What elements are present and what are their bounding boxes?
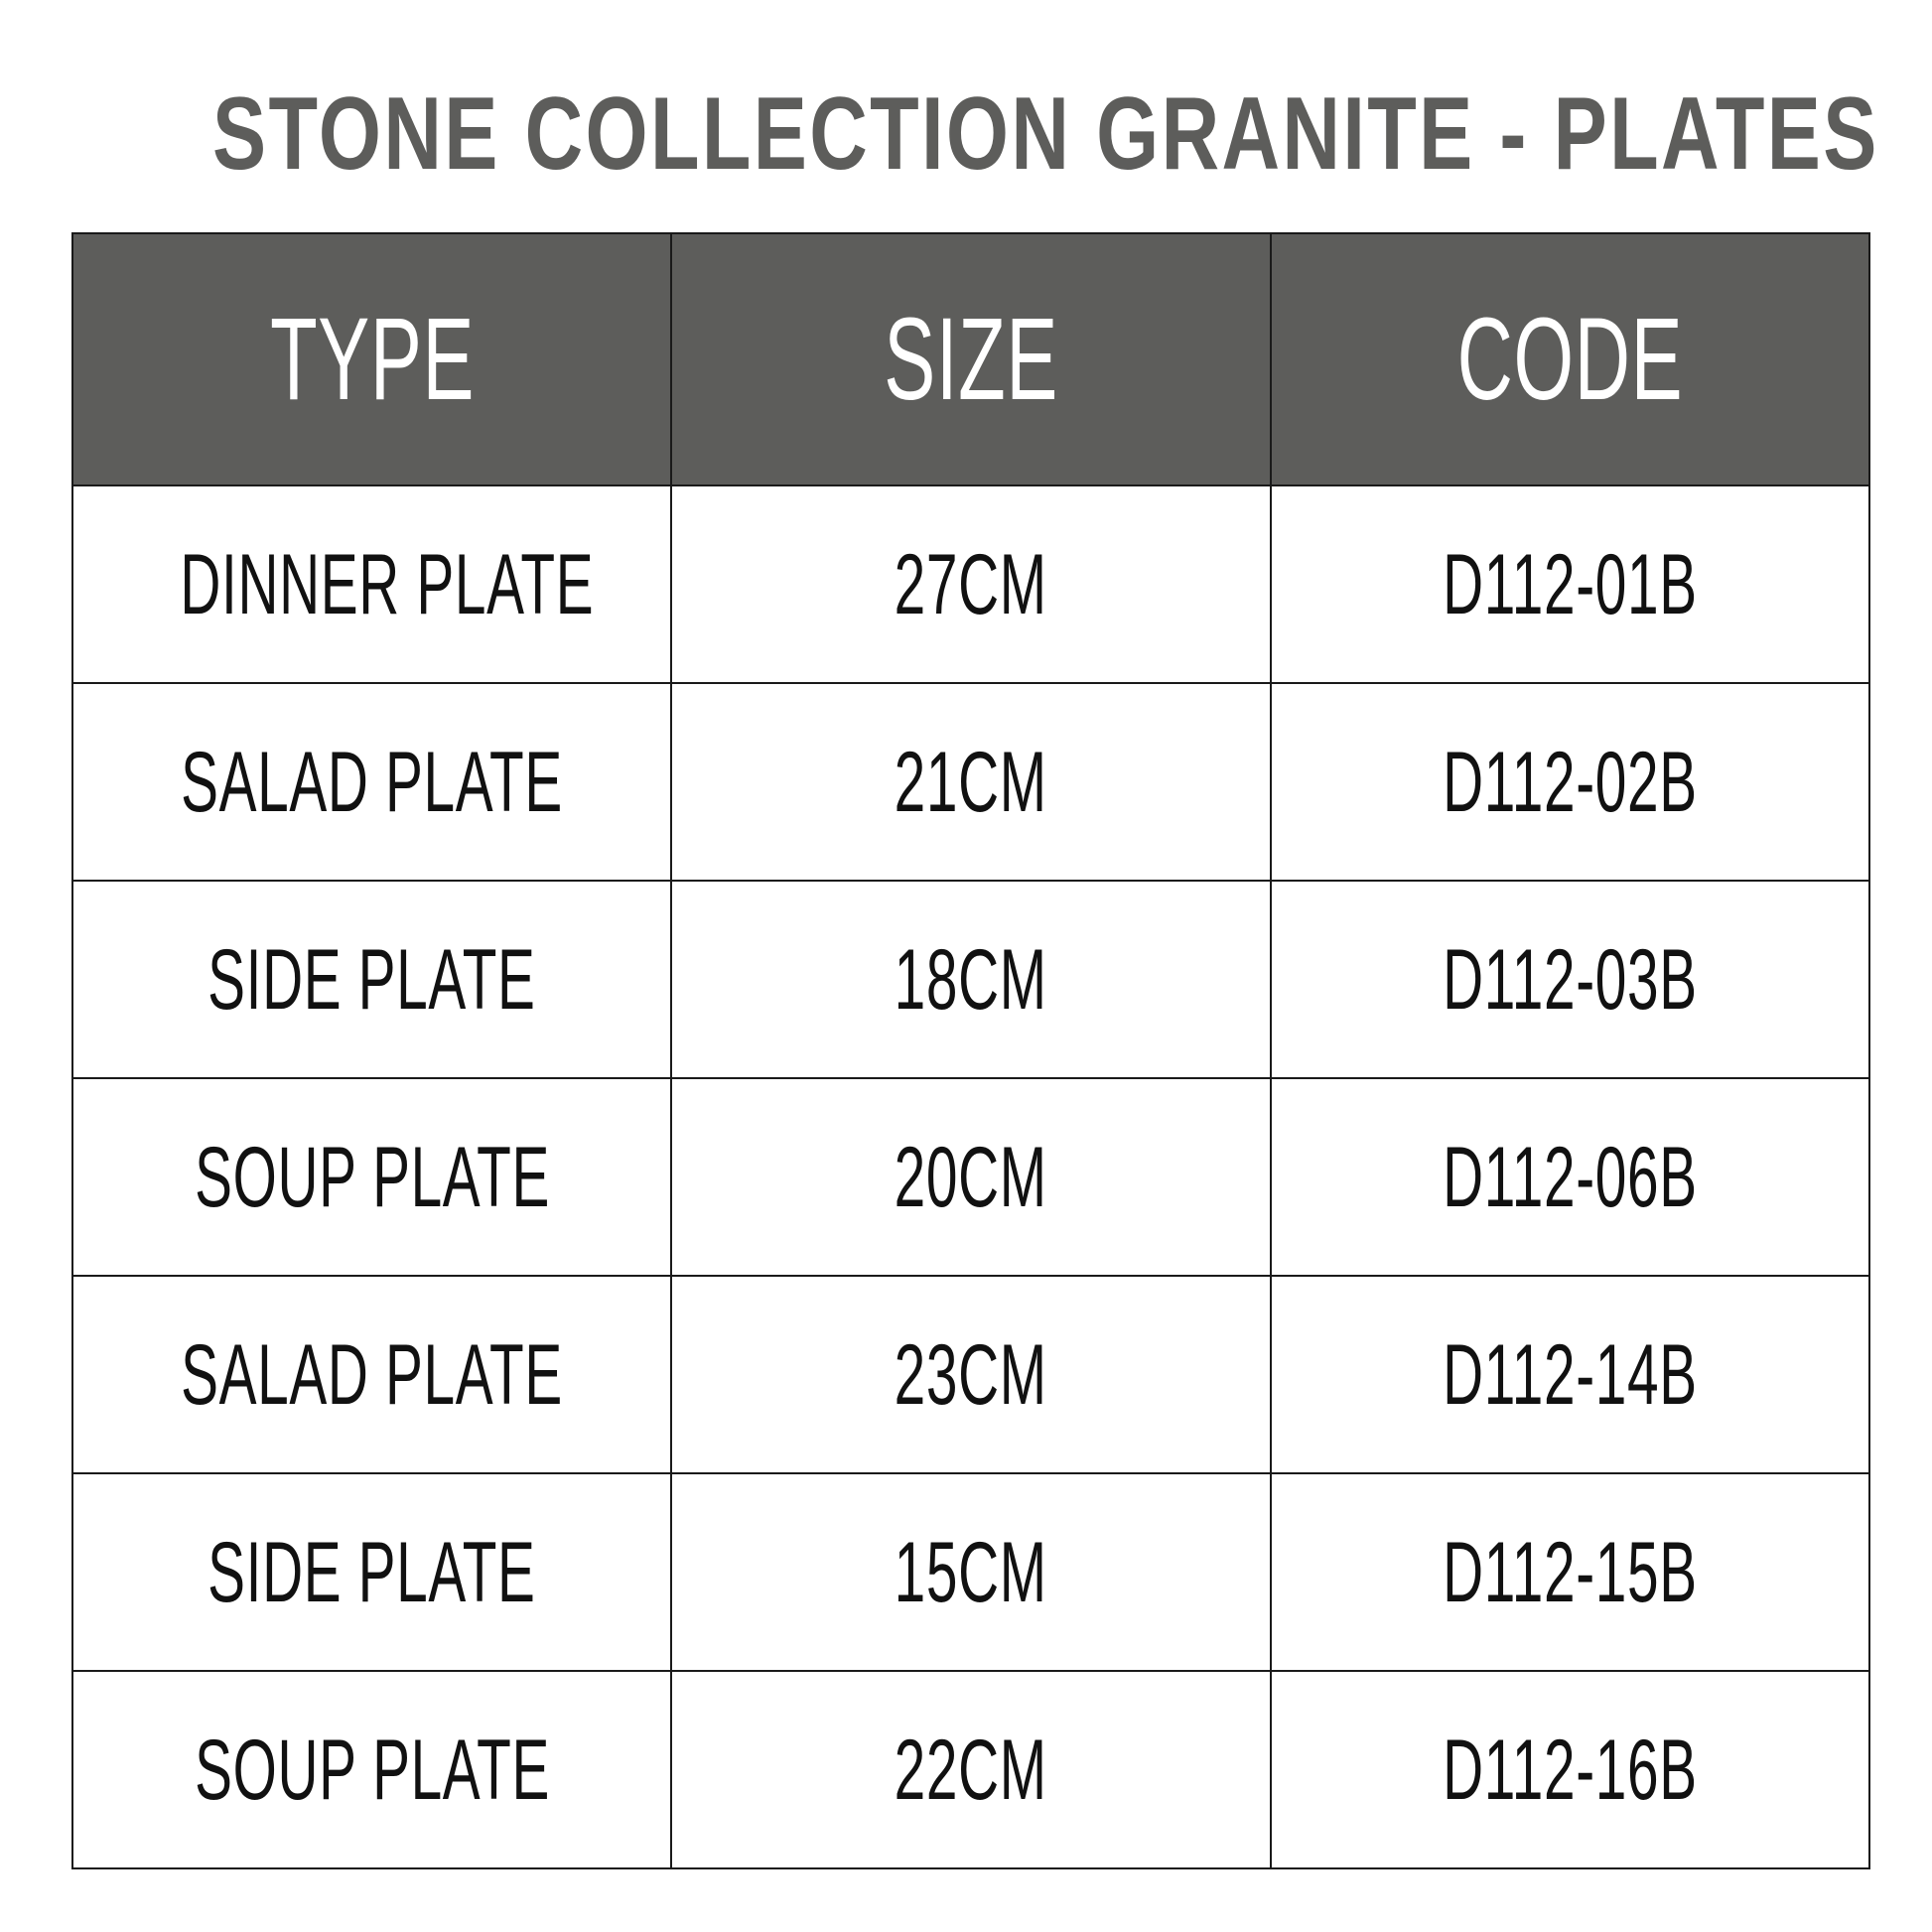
cell-type bbox=[72, 1078, 671, 1276]
header-row bbox=[72, 233, 1869, 485]
type-text: DINNER PLATE bbox=[180, 536, 595, 632]
type-text: SOUP PLATE bbox=[194, 1722, 550, 1818]
cell-type bbox=[72, 1473, 671, 1671]
type-text: SALAD PLATE bbox=[181, 1326, 564, 1423]
plates-table bbox=[71, 232, 1870, 1869]
size-text: 23CM bbox=[894, 1326, 1047, 1423]
cell-code bbox=[1271, 1473, 1869, 1671]
page-title: STONE COLLECTION GRANITE - PLATES bbox=[212, 76, 1879, 192]
code-text: D112-03B bbox=[1442, 931, 1698, 1028]
cell-type bbox=[72, 683, 671, 881]
header-type-label: TYPE bbox=[269, 294, 475, 425]
type-text: SIDE PLATE bbox=[207, 931, 536, 1028]
cell-code bbox=[1271, 1276, 1869, 1473]
cell-code bbox=[1271, 1078, 1869, 1276]
type-text: SALAD PLATE bbox=[181, 734, 564, 830]
cell-size bbox=[671, 1671, 1270, 1868]
cell-type bbox=[72, 1276, 671, 1473]
header-size bbox=[671, 233, 1270, 485]
cell-type bbox=[72, 1671, 671, 1868]
header-type bbox=[72, 233, 671, 485]
cell-type bbox=[72, 485, 671, 683]
cell-code bbox=[1271, 485, 1869, 683]
cell-code bbox=[1271, 881, 1869, 1078]
table-row bbox=[72, 485, 1869, 683]
size-text: 21CM bbox=[894, 734, 1047, 830]
code-text: D112-15B bbox=[1442, 1524, 1698, 1620]
table-row bbox=[72, 1078, 1869, 1276]
size-text: 18CM bbox=[894, 931, 1047, 1028]
cell-size bbox=[671, 1276, 1270, 1473]
table-row bbox=[72, 1671, 1869, 1868]
table-row bbox=[72, 683, 1869, 881]
cell-type bbox=[72, 881, 671, 1078]
code-text: D112-01B bbox=[1442, 536, 1698, 632]
table-row bbox=[72, 1276, 1869, 1473]
cell-size bbox=[671, 683, 1270, 881]
table-row bbox=[72, 1473, 1869, 1671]
size-text: 15CM bbox=[894, 1524, 1047, 1620]
cell-size bbox=[671, 1078, 1270, 1276]
table-body bbox=[72, 485, 1869, 1868]
cell-code bbox=[1271, 683, 1869, 881]
code-text: D112-02B bbox=[1442, 734, 1698, 830]
cell-size bbox=[671, 881, 1270, 1078]
header-size-label: SIZE bbox=[884, 294, 1058, 425]
header-code bbox=[1271, 233, 1869, 485]
cell-size bbox=[671, 1473, 1270, 1671]
table-row bbox=[72, 881, 1869, 1078]
size-text: 20CM bbox=[894, 1129, 1047, 1225]
header-code-label: CODE bbox=[1456, 294, 1684, 425]
cell-size bbox=[671, 485, 1270, 683]
code-text: D112-14B bbox=[1442, 1326, 1698, 1423]
size-text: 27CM bbox=[894, 536, 1047, 632]
size-text: 22CM bbox=[894, 1722, 1047, 1818]
code-text: D112-16B bbox=[1442, 1722, 1698, 1818]
code-text: D112-06B bbox=[1442, 1129, 1698, 1225]
type-text: SIDE PLATE bbox=[207, 1524, 536, 1620]
type-text: SOUP PLATE bbox=[194, 1129, 550, 1225]
table-header bbox=[72, 233, 1869, 485]
cell-code bbox=[1271, 1671, 1869, 1868]
